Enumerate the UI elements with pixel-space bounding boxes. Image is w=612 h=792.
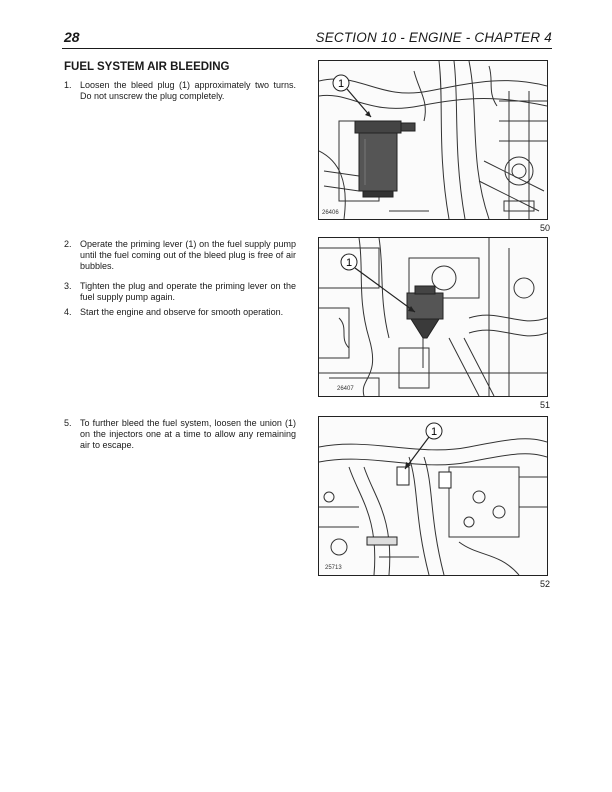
step-text: Loosen the bleed plug (1) approximately two turns. Do not unscrew the plug completely. [80, 80, 296, 101]
page-header-title: SECTION 10 - ENGINE - CHAPTER 4 [315, 30, 552, 45]
section-title: FUEL SYSTEM AIR BLEEDING [64, 61, 230, 73]
figure-52-callout: 1 [430, 426, 438, 438]
figure-52-code: 25713 [325, 565, 342, 571]
step-text: Start the engine and observe for smooth operation. [80, 307, 284, 317]
step-1 [64, 80, 296, 102]
figure-51-number: 51 [539, 400, 550, 410]
step-2 [64, 239, 296, 272]
figure-52-illustration [318, 416, 548, 576]
figure-50-code: 26406 [322, 210, 339, 216]
step-number: 3. [64, 281, 72, 291]
step-number: 5. [64, 418, 72, 428]
figure-50-number: 50 [539, 223, 550, 233]
figure-50-illustration [318, 60, 548, 220]
step-4 [64, 307, 296, 318]
header-rule [62, 48, 552, 49]
step-text: To further bleed the fuel system, loosen the union (1) on the injectors one at a time to allow any remaining air to escape. [80, 418, 296, 450]
figure-51-illustration [318, 237, 548, 397]
step-number: 2. [64, 239, 72, 249]
step-text: Operate the priming lever (1) on the fuel supply pump until the fuel coming out of the bleed plug is free of air bubbles. [80, 239, 296, 271]
figure-51-code: 26407 [337, 386, 354, 392]
step-3 [64, 281, 296, 303]
figure-52-number: 52 [539, 579, 550, 589]
page-number: 28 [64, 29, 80, 45]
figure-50-callout: 1 [337, 78, 345, 90]
engine-priming-lever-drawing [319, 238, 547, 396]
engine-injector-union-drawing [319, 417, 547, 575]
step-number: 1. [64, 80, 72, 90]
step-5 [64, 418, 296, 451]
engine-bleed-plug-drawing [319, 61, 547, 219]
figure-51-callout: 1 [345, 257, 353, 269]
step-text: Tighten the plug and operate the priming lever on the fuel supply pump again. [80, 281, 296, 302]
step-number: 4. [64, 307, 72, 317]
